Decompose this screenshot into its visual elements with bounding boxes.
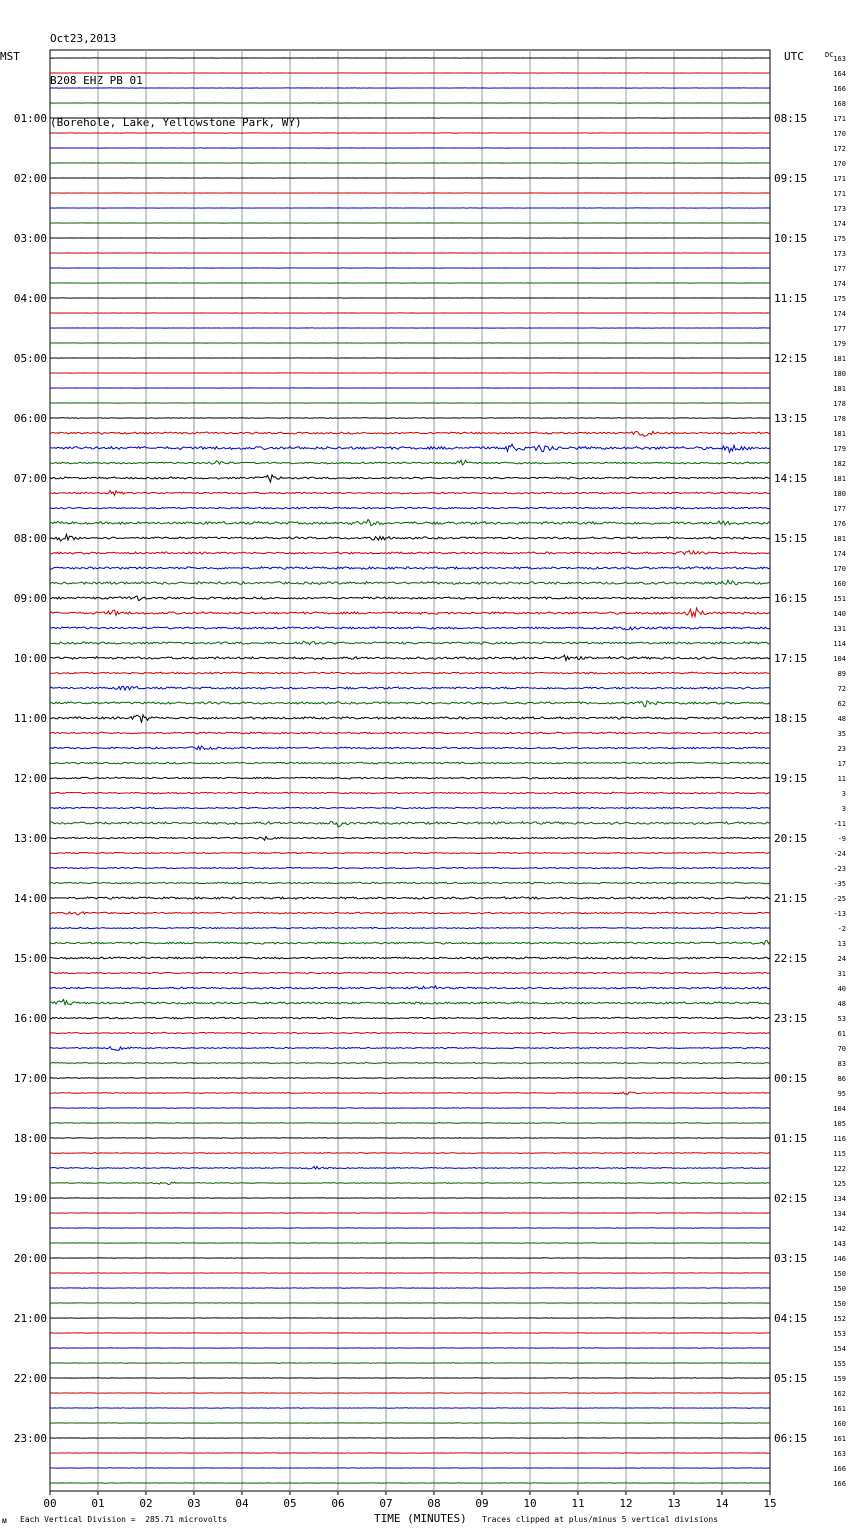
trace-line: [50, 867, 770, 868]
hour-label-utc: 17:15: [774, 652, 808, 665]
trace-line: [50, 490, 770, 495]
dc-offset-value: 173: [833, 205, 846, 213]
dc-offset-value: 159: [833, 1375, 846, 1383]
dc-offset-value: 104: [833, 1105, 846, 1113]
trace-line: [50, 986, 770, 989]
dc-offset-value: 115: [833, 1150, 846, 1158]
dc-offset-value: 62: [837, 700, 846, 708]
plot-frame: [50, 50, 770, 1491]
trace-line: [50, 596, 770, 601]
hour-label-utc: 00:15: [774, 1072, 808, 1085]
dc-offset-value: -24: [833, 850, 846, 858]
dc-offset-value: 162: [833, 1390, 846, 1398]
dc-offset-value: 166: [833, 1465, 846, 1473]
x-tick-label: 13: [667, 1497, 681, 1510]
hour-label-utc: 02:15: [774, 1192, 808, 1205]
dc-offset-value: 23: [837, 745, 846, 753]
trace-line: [50, 912, 770, 915]
dc-offset-value: 170: [833, 565, 846, 573]
seismic-traces: [50, 58, 770, 1483]
hour-label-utc: 05:15: [774, 1372, 808, 1385]
trace-line: [50, 1092, 770, 1095]
trace-line: [50, 732, 770, 734]
dc-offset-value: 171: [833, 175, 846, 183]
dc-offset-value: 170: [833, 160, 846, 168]
dc-offset-value: 180: [833, 490, 846, 498]
x-tick-label: 05: [283, 1497, 297, 1510]
dc-offset-value: 143: [833, 1240, 846, 1248]
dc-offset-heading: DC: [825, 51, 834, 59]
right-timezone-label: UTC: [784, 50, 804, 63]
left-timezone-label: MST: [0, 50, 20, 63]
hour-label-utc: 13:15: [774, 412, 808, 425]
dc-offset-value: 150: [833, 1285, 846, 1293]
dc-offset-value: -23: [833, 865, 846, 873]
dc-offset-value: 161: [833, 1405, 846, 1413]
hour-label-mst: 05:00: [13, 352, 47, 365]
dc-offset-value: 163: [833, 55, 846, 63]
clip-note: Traces clipped at plus/minus 5 vertical divisions: [482, 1515, 719, 1524]
trace-line: [50, 1017, 770, 1019]
x-tick-label: 00: [43, 1497, 57, 1510]
trace-line: [50, 418, 770, 419]
trace-line: [50, 882, 770, 884]
dc-offset-value: 131: [833, 625, 846, 633]
x-tick-label: 09: [475, 1497, 489, 1510]
trace-line: [50, 927, 770, 928]
hour-label-mst: 20:00: [13, 1252, 47, 1265]
hour-label-utc: 03:15: [774, 1252, 808, 1265]
trace-line: [50, 520, 770, 526]
dc-offset-value: 177: [833, 265, 846, 273]
x-tick-labels: [43, 1491, 776, 1510]
trace-line: [50, 957, 770, 959]
trace-line: [50, 746, 770, 750]
hour-label-mst: 11:00: [13, 712, 47, 725]
hour-label-mst: 08:00: [13, 532, 47, 545]
x-tick-label: 03: [187, 1497, 201, 1510]
dc-offset-value: 83: [837, 1060, 846, 1068]
trace-line: [50, 655, 770, 660]
dc-offset-value: 89: [837, 670, 846, 678]
trace-line: [50, 580, 770, 585]
trace-line: [50, 1138, 770, 1139]
dc-offset-value: 178: [833, 400, 846, 408]
dc-offset-value: 134: [833, 1195, 846, 1203]
hour-label-mst: 16:00: [13, 1012, 47, 1025]
hour-label-mst: 06:00: [13, 412, 47, 425]
x-tick-label: 02: [139, 1497, 153, 1510]
hour-label-utc: 23:15: [774, 1012, 808, 1025]
dc-offset-value: 168: [833, 100, 846, 108]
dc-offset-value: 134: [833, 1210, 846, 1218]
trace-line: [50, 972, 770, 974]
trace-line: [50, 821, 770, 827]
hour-label-utc: 15:15: [774, 532, 808, 545]
dc-offset-value: 48: [837, 715, 846, 723]
hour-label-mst: 14:00: [13, 892, 47, 905]
hour-label-mst: 17:00: [13, 1072, 47, 1085]
dc-offset-value: 177: [833, 325, 846, 333]
trace-line: [50, 1166, 770, 1169]
dc-offset-value: 175: [833, 235, 846, 243]
hour-label-utc: 11:15: [774, 292, 808, 305]
trace-line: [50, 701, 770, 707]
axis-labels: [0, 50, 846, 1488]
dc-offset-value: 153: [833, 1330, 846, 1338]
dc-offset-value: 174: [833, 310, 846, 318]
dc-offset-value: 24: [837, 955, 846, 963]
trace-line: [50, 792, 770, 794]
dc-offset-value: 125: [833, 1180, 846, 1188]
dc-offset-value: 3: [841, 805, 846, 813]
station-code: B208 EHZ PB 01: [50, 74, 143, 87]
dc-offset-value: 140: [833, 610, 846, 618]
dc-offset-value: 154: [833, 1345, 846, 1353]
dc-offset-value: 173: [833, 250, 846, 258]
trace-line: [50, 1182, 770, 1184]
hour-label-mst: 09:00: [13, 592, 47, 605]
hour-label-mst: 01:00: [13, 112, 47, 125]
trace-line: [50, 999, 770, 1004]
trace-line: [50, 1032, 770, 1033]
hour-label-mst: 19:00: [13, 1192, 47, 1205]
dc-offset-value: 3: [841, 790, 846, 798]
dc-offset-value: 104: [833, 655, 846, 663]
dc-offset-value: 160: [833, 1420, 846, 1428]
trace-line: [50, 940, 770, 944]
dc-offset-value: -11: [833, 820, 846, 828]
trace-line: [50, 1108, 770, 1109]
hour-label-mst: 15:00: [13, 952, 47, 965]
dc-offset-value: 72: [837, 685, 846, 693]
hour-label-utc: 14:15: [774, 472, 808, 485]
x-tick-label: 11: [571, 1497, 585, 1510]
dc-offset-value: 179: [833, 340, 846, 348]
trace-line: [50, 567, 770, 570]
x-axis-label: TIME (MINUTES): [374, 1512, 467, 1525]
dc-offset-value: 61: [837, 1030, 846, 1038]
x-tick-label: 08: [427, 1497, 441, 1510]
hour-label-mst: 13:00: [13, 832, 47, 845]
dc-offset-value: 53: [837, 1015, 846, 1023]
trace-line: [50, 777, 770, 779]
hour-label-mst: 22:00: [13, 1372, 47, 1385]
hour-label-utc: 01:15: [774, 1132, 808, 1145]
x-tick-label: 01: [91, 1497, 105, 1510]
hour-label-utc: 19:15: [774, 772, 808, 785]
trace-line: [50, 1062, 770, 1063]
x-tick-label: 07: [379, 1497, 393, 1510]
dc-offset-value: 155: [833, 1360, 846, 1368]
dc-offset-value: 174: [833, 280, 846, 288]
dc-offset-value: 161: [833, 1435, 846, 1443]
x-tick-label: 04: [235, 1497, 249, 1510]
dc-offset-value: 70: [837, 1045, 846, 1053]
dc-offset-value: 181: [833, 430, 846, 438]
dc-offset-value: 164: [833, 70, 846, 78]
hour-label-mst: 21:00: [13, 1312, 47, 1325]
dc-offset-value: 48: [837, 1000, 846, 1008]
x-tick-label: 14: [715, 1497, 729, 1510]
hour-label-utc: 22:15: [774, 952, 808, 965]
dc-offset-value: 166: [833, 1480, 846, 1488]
dc-offset-value: 17: [837, 760, 846, 768]
dc-offset-value: 146: [833, 1255, 846, 1263]
trace-line: [50, 608, 770, 617]
trace-line: [50, 1153, 770, 1154]
hour-label-utc: 20:15: [774, 832, 808, 845]
dc-offset-value: 180: [833, 370, 846, 378]
dc-offset-value: 181: [833, 355, 846, 363]
dc-offset-value: 116: [833, 1135, 846, 1143]
minute-gridlines: [50, 50, 770, 1491]
trace-line: [50, 1078, 770, 1079]
trace-line: [50, 431, 770, 436]
trace-line: [50, 715, 770, 723]
dc-offset-value: 35: [837, 730, 846, 738]
dc-offset-value: 172: [833, 145, 846, 153]
dc-offset-value: 86: [837, 1075, 846, 1083]
hour-label-utc: 16:15: [774, 592, 808, 605]
dc-offset-value: 163: [833, 1450, 846, 1458]
trace-line: [50, 551, 770, 555]
dc-offset-value: 31: [837, 970, 846, 978]
hour-label-utc: 12:15: [774, 352, 808, 365]
record-date: Oct23,2013: [50, 32, 117, 45]
trace-line: [50, 475, 770, 482]
dc-offset-value: 122: [833, 1165, 846, 1173]
station-location: (Borehole, Lake, Yellowstone Park, WY): [50, 116, 302, 129]
x-tick-label: 12: [619, 1497, 633, 1510]
trace-line: [50, 1047, 770, 1051]
dc-offset-value: 178: [833, 415, 846, 423]
trace-line: [50, 444, 770, 452]
trace-line: [50, 686, 770, 690]
hour-label-utc: 21:15: [774, 892, 808, 905]
x-tick-label: 15: [763, 1497, 777, 1510]
trace-line: [50, 460, 770, 465]
trace-line: [50, 507, 770, 509]
dc-offset-value: 152: [833, 1315, 846, 1323]
trace-line: [50, 807, 770, 809]
hour-label-mst: 04:00: [13, 292, 47, 305]
dc-offset-value: 175: [833, 295, 846, 303]
scale-note: Each Vertical Division = 285.71 microvolts: [20, 1515, 228, 1524]
dc-offset-value: 142: [833, 1225, 846, 1233]
dc-offset-value: -13: [833, 910, 846, 918]
dc-offset-value: 177: [833, 505, 846, 513]
hour-label-mst: 12:00: [13, 772, 47, 785]
dc-offset-value: 181: [833, 475, 846, 483]
dc-offset-value: 160: [833, 580, 846, 588]
dc-offset-value: 176: [833, 520, 846, 528]
hour-label-utc: 06:15: [774, 1432, 808, 1445]
dc-offset-value: 171: [833, 190, 846, 198]
dc-offset-value: 150: [833, 1270, 846, 1278]
dc-offset-value: 95: [837, 1090, 846, 1098]
hour-label-mst: 02:00: [13, 172, 47, 185]
dc-offset-value: 179: [833, 445, 846, 453]
dc-offset-value: 151: [833, 595, 846, 603]
dc-offset-value: 181: [833, 385, 846, 393]
dc-offset-value: 174: [833, 220, 846, 228]
dc-offset-value: 171: [833, 115, 846, 123]
trace-line: [50, 672, 770, 674]
hour-label-utc: 18:15: [774, 712, 808, 725]
dc-offset-value: 11: [837, 775, 846, 783]
hour-label-mst: 07:00: [13, 472, 47, 485]
x-tick-label: 10: [523, 1497, 537, 1510]
hour-label-utc: 04:15: [774, 1312, 808, 1325]
dc-offset-value: 13: [837, 940, 846, 948]
trace-line: [50, 852, 770, 853]
trace-line: [50, 627, 770, 630]
trace-line: [50, 534, 770, 541]
dc-offset-value: -35: [833, 880, 846, 888]
footer-mark: ᴍ: [2, 1516, 7, 1525]
hour-label-mst: 23:00: [13, 1432, 47, 1445]
hour-label-mst: 03:00: [13, 232, 47, 245]
hour-label-utc: 10:15: [774, 232, 808, 245]
hour-label-utc: 09:15: [774, 172, 808, 185]
trace-line: [50, 641, 770, 644]
trace-line: [50, 762, 770, 764]
dc-offset-value: 181: [833, 535, 846, 543]
dc-offset-value: 105: [833, 1120, 846, 1128]
hour-label-mst: 10:00: [13, 652, 47, 665]
trace-line: [50, 897, 770, 899]
dc-offset-value: 182: [833, 460, 846, 468]
dc-offset-value: -9: [837, 835, 846, 843]
dc-offset-value: -2: [837, 925, 846, 933]
dc-offset-value: 170: [833, 130, 846, 138]
hour-label-mst: 18:00: [13, 1132, 47, 1145]
x-tick-label: 06: [331, 1497, 345, 1510]
dc-offset-value: -25: [833, 895, 846, 903]
dc-offset-value: 166: [833, 85, 846, 93]
dc-offset-value: 40: [837, 985, 846, 993]
dc-offset-value: 114: [833, 640, 846, 648]
trace-line: [50, 837, 770, 841]
dc-offset-value: 150: [833, 1300, 846, 1308]
hour-label-utc: 08:15: [774, 112, 808, 125]
dc-offset-value: 174: [833, 550, 846, 558]
trace-line: [50, 1123, 770, 1124]
